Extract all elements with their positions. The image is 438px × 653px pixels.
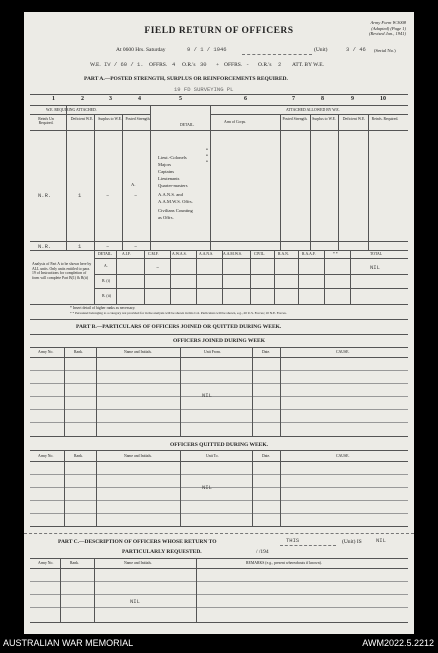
part-c-unit-is: (Unit) IS bbox=[342, 539, 362, 545]
offrs-value: 4 bbox=[172, 61, 176, 68]
row1-col3: – bbox=[106, 192, 110, 199]
subheader-posted-right: Posted Strength. bbox=[282, 117, 308, 121]
form-title: FIELD RETURN OF OFFICERS bbox=[144, 26, 294, 36]
part-c-particularly: PARTICULARLY REQUESTED. bbox=[122, 549, 202, 555]
ors2-label: O.R.'s bbox=[258, 62, 272, 68]
analysis-row-bii: B. (ii) bbox=[102, 294, 112, 298]
analysis-header-detail: DETAIL. bbox=[98, 252, 113, 256]
part-c-header-name: Name and Initials. bbox=[124, 561, 152, 565]
part-c-heading: PART C.—DESCRIPTION OF OFFICERS WHOSE RETURN TO bbox=[58, 539, 217, 545]
analysis-row-bi: B. (i) bbox=[102, 279, 111, 283]
footer-accession: AWM2022.5.2212 bbox=[362, 638, 434, 648]
ranks-list bbox=[158, 154, 193, 221]
analysis-header-aans: A.A.N.S. bbox=[199, 252, 214, 256]
row1-label: N.R. bbox=[38, 192, 52, 199]
rank-quartermasters: Quarter-masters bbox=[158, 183, 188, 188]
serial-label: (Serial No.) bbox=[374, 48, 396, 53]
we-value: IV / 60 / 1. bbox=[104, 61, 144, 68]
analysis-header-aamws: A.A.M.W.S. bbox=[223, 252, 242, 256]
row2-col2: 1 bbox=[78, 243, 82, 250]
col-num-5: 5 bbox=[179, 96, 182, 102]
we-requiring-header: W.E. REQUIRING ATTACHED. bbox=[46, 108, 97, 112]
rank-civilians: Civilians Counting bbox=[158, 208, 193, 213]
rank-lieut-colonels: Lieut.-Colonels bbox=[158, 155, 187, 160]
offrs2-label: OFFRS. bbox=[224, 62, 243, 68]
part-a-heading: PART A.—POSTED STRENGTH, SURPLUS OR REINFORCEMENTS REQUIRED. bbox=[84, 76, 288, 82]
attached-header: ATTACHED ALLOWED BY W.E. bbox=[286, 108, 340, 112]
col-num-8: 8 bbox=[321, 96, 324, 102]
rank-aans: A.A.N.S. and bbox=[158, 192, 183, 197]
joined-header-cause: CAUSE. bbox=[336, 350, 350, 354]
detail-header: DETAIL. bbox=[180, 123, 195, 127]
note-1: * Insert detail of higher ranks as necessary. bbox=[70, 306, 136, 310]
quitted-header-date: Date. bbox=[262, 454, 271, 458]
joined-header-army-no: Army No. bbox=[38, 350, 54, 354]
col-num-7: 7 bbox=[292, 96, 295, 102]
subheader-arm-corps: Arm of Corps. bbox=[224, 120, 247, 124]
row1-col5: A. bbox=[131, 182, 136, 187]
row2-col4: – bbox=[134, 243, 138, 250]
plus-sign: + bbox=[216, 62, 220, 68]
part-c-nil: NIL bbox=[376, 537, 386, 544]
rank-majors: Majors bbox=[158, 162, 172, 167]
unit-label: (Unit) bbox=[314, 47, 328, 53]
rank-aamws: A.A.M.W.S. Offrs. bbox=[158, 199, 193, 204]
subheader-surplus: Surplus to W.E. bbox=[98, 117, 122, 121]
part-c-header-army-no: Army No. bbox=[38, 561, 54, 565]
rank-lieutenants: Lieutenants bbox=[158, 176, 180, 181]
analysis-total-value: NIL bbox=[370, 264, 380, 271]
joined-header-rank: Rank. bbox=[74, 350, 83, 354]
part-c-date: / /194 bbox=[256, 549, 269, 555]
part-c-header-rank: Rank. bbox=[70, 561, 79, 565]
analysis-header-ran: R.A.N. bbox=[278, 252, 289, 256]
quitted-header-unit-to: Unit To. bbox=[206, 454, 219, 458]
row2-col3: – bbox=[106, 243, 110, 250]
analysis-note: Analysis of Part A to be shown here by ALL units. Only units entitled to para. 19 of Instructions for completion of form will complete Part B(1) & B(ii) bbox=[32, 262, 92, 280]
subheader-posted: Posted Strength. bbox=[125, 117, 151, 121]
analysis-header-raaf: R.A.A.F. bbox=[302, 252, 316, 256]
joined-heading: OFFICERS JOINED DURING WEEK bbox=[172, 338, 266, 344]
col-num-6: 6 bbox=[244, 96, 247, 102]
joined-header-name: Name and Initials. bbox=[124, 350, 152, 354]
row1-col4: – bbox=[134, 192, 138, 199]
rank-as-offrs: as Offrs. bbox=[158, 215, 174, 220]
quitted-header-army-no: Army No. bbox=[38, 454, 54, 458]
note-2: * * Personnel belonging to a category not provided for in the analysis will be shown in this Col. Particulars will be shown, e.g., 20 U.S. Forces; 10 N.E. Forces. bbox=[70, 311, 287, 315]
we-label: W.E. bbox=[90, 62, 101, 68]
offrs-label: OFFRS. bbox=[149, 62, 168, 68]
analysis-header-awas: A.W.A.S. bbox=[172, 252, 187, 256]
subheader-deficient: Deficient W.E. bbox=[70, 117, 94, 121]
col-num-2: 2 bbox=[81, 96, 84, 102]
unit-stamp: 19 FD SURVEYING PL bbox=[174, 86, 234, 93]
ors-label: O.R.'s bbox=[182, 62, 196, 68]
quitted-header-name: Name and Initials. bbox=[124, 454, 152, 458]
part-c-value: NIL bbox=[130, 598, 140, 605]
joined-header-date: Date. bbox=[262, 350, 271, 354]
ors-value: 30 bbox=[200, 61, 207, 68]
analysis-header-other: * * bbox=[333, 252, 338, 256]
col-num-9: 9 bbox=[351, 96, 354, 102]
form-page bbox=[24, 12, 414, 634]
army-form-reference: Army Form W.3008 (Adapted) (Page 1) (Revised Jan., 1941) bbox=[369, 20, 406, 36]
analysis-dash: – bbox=[156, 264, 160, 271]
quitted-header-rank: Rank. bbox=[74, 454, 83, 458]
analysis-header-total: TOTAL bbox=[370, 252, 383, 256]
rank-captains: Captains bbox=[158, 169, 175, 174]
att-label: ATT. BY W.E. bbox=[292, 62, 324, 68]
part-c-header-remarks: REMARKS (e.g., present whereabouts if known). bbox=[246, 561, 322, 565]
analysis-header-civil: CIVIL. bbox=[254, 252, 266, 256]
joined-header-unit-from: Unit From. bbox=[204, 350, 221, 354]
ors2-value: 2 bbox=[278, 61, 282, 68]
col-num-4: 4 bbox=[138, 96, 141, 102]
subheader-reinfs: Reinfs Un Required. bbox=[38, 117, 54, 125]
row1-col2: 1 bbox=[78, 192, 82, 199]
quitted-heading: OFFICERS QUITTED DURING WEEK. bbox=[170, 442, 268, 448]
col-num-1: 1 bbox=[52, 96, 55, 102]
subheader-reinfs-right: Reinfs. Required. bbox=[371, 117, 399, 121]
subheader-deficient-right: Deficient W.E. bbox=[342, 117, 366, 121]
joined-nil: NIL bbox=[202, 392, 212, 399]
serial-value: 3 / 46 bbox=[346, 46, 366, 53]
analysis-header-cmf: C.M.F. bbox=[148, 252, 159, 256]
offrs2-value: - bbox=[246, 61, 250, 68]
subheader-surplus-right: Surplus to W.E. bbox=[312, 117, 336, 121]
at-date: 9 / 1 / 1946 bbox=[187, 46, 227, 53]
analysis-row-a: A. bbox=[104, 264, 108, 268]
quitted-nil: NIL bbox=[202, 484, 212, 491]
rank-dots: • • • bbox=[206, 147, 208, 165]
part-b-heading: PART B.—PARTICULARS OF OFFICERS JOINED OR QUITTED DURING WEEK. bbox=[76, 324, 282, 330]
col-num-3: 3 bbox=[109, 96, 112, 102]
quitted-header-cause: CAUSE. bbox=[336, 454, 350, 458]
at-line-label: At 0600 Hrs. Saturday bbox=[116, 47, 166, 53]
row2-label: N.R. bbox=[38, 243, 52, 250]
col-num-10: 10 bbox=[380, 96, 386, 102]
analysis-header-aif: A.I.F. bbox=[122, 252, 131, 256]
footer-source: AUSTRALIAN WAR MEMORIAL bbox=[3, 638, 134, 648]
part-c-this: THIS bbox=[286, 537, 300, 544]
